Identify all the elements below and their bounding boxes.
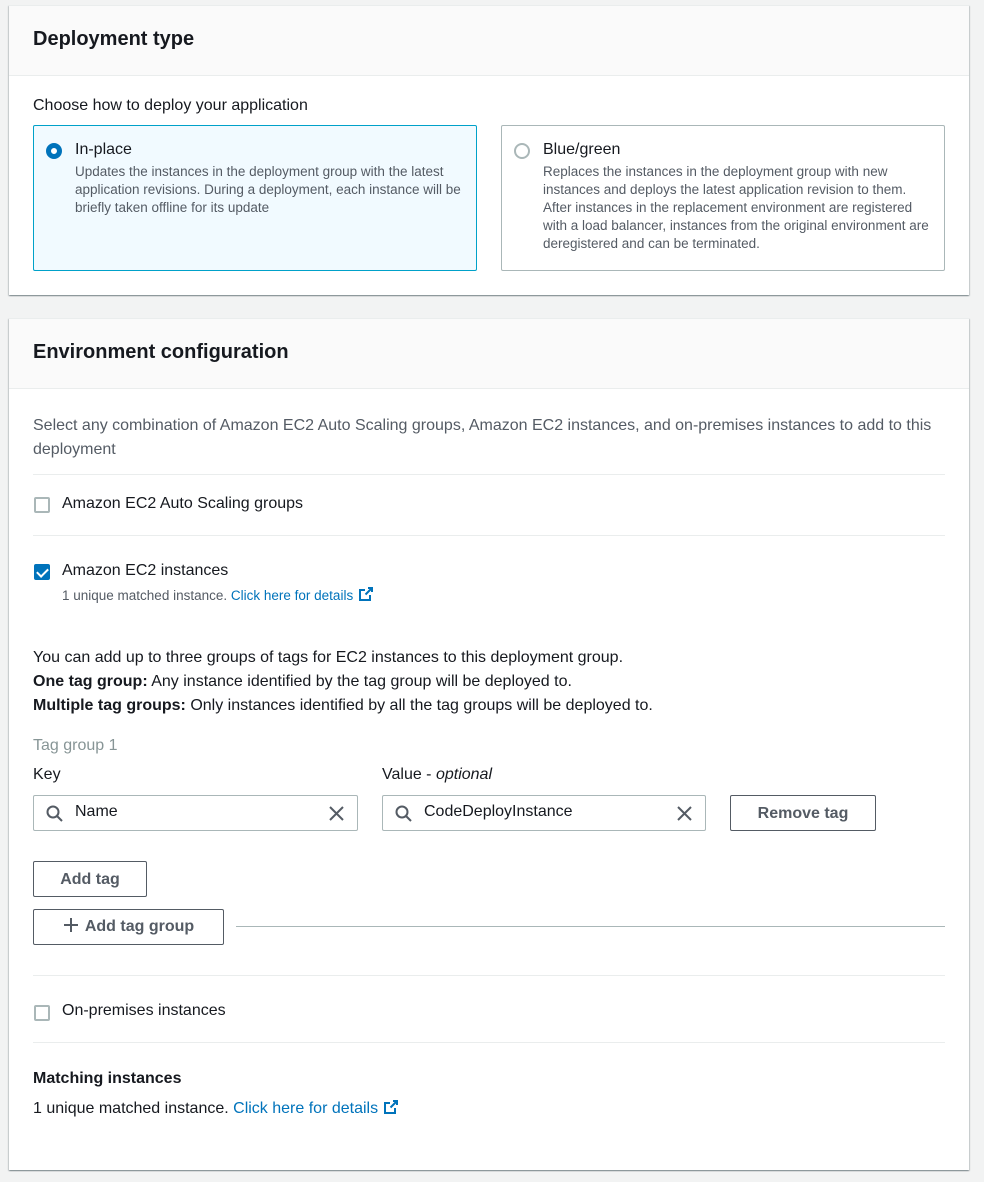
remove-tag-button[interactable]: Remove tag [730,795,876,831]
tag-group-title: Tag group 1 [33,737,118,754]
tag-info-one [33,670,653,694]
external-link-icon [358,586,374,602]
ec2-match-text: 1 unique matched instance. [62,588,228,603]
value-label [382,766,492,784]
matching-details-link-text: Click here for details [233,1100,379,1117]
in-place-option[interactable] [33,125,477,271]
on-premises-label[interactable]: On-premises instances [62,1002,226,1019]
environment-configuration-panel [9,318,969,1170]
environment-description: Select any combination of Amazon EC2 Auto Scaling groups, Amazon EC2 instances, and on-premises instances to add to this deployment [33,417,932,458]
in-place-description: Updates the instances in the deployment group with the latest application revisions. During a deployment, each instance will be briefly taken offline for its update [75,164,461,215]
ec2-details-link[interactable] [231,588,374,603]
matching-instances-summary [33,1099,399,1118]
in-place-radio[interactable] [46,143,62,159]
divider [33,535,945,536]
search-icon [46,805,63,822]
clear-icon[interactable] [328,805,345,822]
deployment-type-panel [9,5,969,295]
tag-value-input[interactable] [382,795,706,831]
tag-info-multi-text: Only instances identified by all the tag groups will be deployed to. [185,697,653,714]
tag-info-multi [33,694,653,718]
matching-details-link[interactable] [233,1100,399,1117]
add-tag-button[interactable]: Add tag [33,861,147,897]
in-place-label: In-place [75,141,132,158]
clear-icon[interactable] [676,805,693,822]
ec2-match-summary [62,586,374,603]
search-icon [395,805,412,822]
matching-instances-text: 1 unique matched instance. [33,1100,229,1117]
blue-green-description: Replaces the instances in the deployment group with new instances and deploys the latest application revision to them. After instances in the replacement environment are registered with a load balancer, instances from the original environment are deregistered and can be terminated. [543,164,929,251]
environment-configuration-title: Environment configuration [9,319,969,389]
on-premises-checkbox[interactable] [34,1005,50,1021]
plus-icon [63,917,79,933]
value-label-text: Value - [382,766,436,783]
tag-info [33,646,653,718]
deployment-type-prompt: Choose how to deploy your application [33,97,308,114]
blue-green-label: Blue/green [543,141,621,158]
tag-info-line1: You can add up to three groups of tags for EC2 instances to this deployment group. [33,649,624,666]
tag-info-one-text: Any instance identified by the tag group will be deployed to. [147,673,572,690]
ec2-instances-checkbox[interactable] [34,564,50,580]
tag-key-value: Name [75,803,118,820]
deployment-type-title: Deployment type [9,6,969,76]
tag-key-input[interactable] [33,795,358,831]
tag-info-one-label: One tag group: [33,673,148,690]
divider [33,474,945,475]
asg-label[interactable]: Amazon EC2 Auto Scaling groups [62,495,304,512]
divider [33,975,945,976]
add-tag-group-button[interactable] [33,909,224,945]
ec2-details-link-text: Click here for details [230,588,354,603]
ec2-instances-label[interactable]: Amazon EC2 instances [62,562,229,579]
value-optional-text: optional [435,766,492,783]
tag-info-multi-label: Multiple tag groups: [33,697,186,714]
key-label: Key [33,766,61,783]
tag-value-value: CodeDeployInstance [424,803,573,820]
blue-green-option[interactable] [501,125,945,271]
add-tag-group-label: Add tag group [84,918,195,935]
divider [33,1042,945,1043]
matching-instances-title: Matching instances [33,1070,182,1087]
asg-checkbox[interactable] [34,497,50,513]
external-link-icon [383,1099,399,1115]
tag-group-separator [236,926,945,927]
blue-green-radio[interactable] [514,143,530,159]
